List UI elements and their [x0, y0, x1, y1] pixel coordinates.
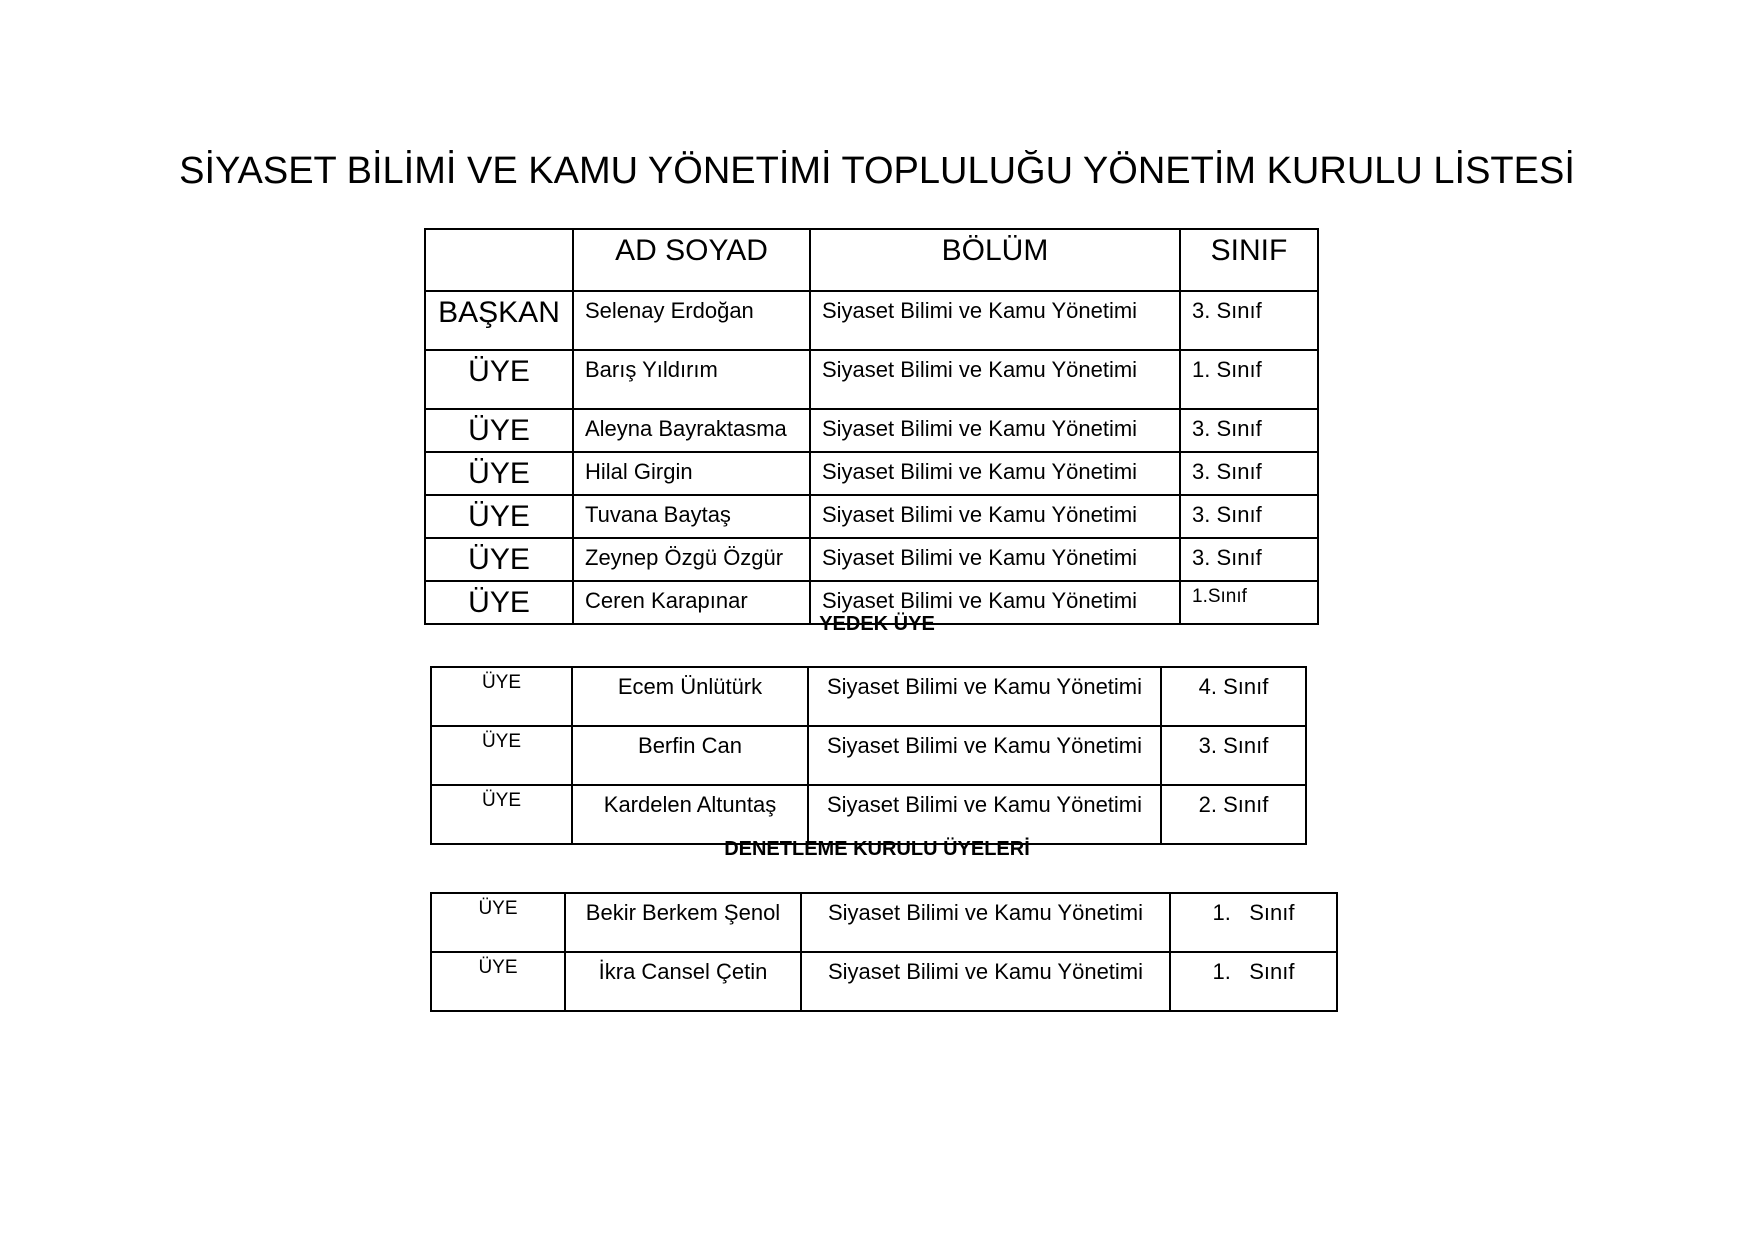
table-row	[425, 538, 1318, 581]
role-cell: ÜYE	[431, 893, 565, 952]
header-department: BÖLÜM	[810, 229, 1180, 291]
reserve-members-table	[430, 666, 1307, 845]
name-cell: Selenay Erdoğan	[573, 291, 810, 350]
class-cell: 3. Sınıf	[1180, 538, 1318, 581]
reserve-heading: YEDEK ÜYE	[819, 613, 935, 635]
name-cell: Ceren Karapınar	[573, 581, 810, 624]
department-cell: Siyaset Bilimi ve Kamu Yönetimi	[810, 538, 1180, 581]
table-row	[425, 409, 1318, 452]
header-name: AD SOYAD	[573, 229, 810, 291]
table-header-row	[425, 229, 1318, 291]
role-cell: ÜYE	[425, 452, 573, 495]
class-cell: 2. Sınıf	[1161, 785, 1306, 844]
department-cell: Siyaset Bilimi ve Kamu Yönetimi	[808, 726, 1161, 785]
class-cell: 1.Sınıf	[1180, 581, 1318, 624]
department-cell: Siyaset Bilimi ve Kamu Yönetimi	[801, 893, 1170, 952]
department-cell: Siyaset Bilimi ve Kamu Yönetimi	[810, 291, 1180, 350]
role-cell: ÜYE	[425, 581, 573, 624]
class-cell: 3. Sınıf	[1180, 452, 1318, 495]
name-cell: Hilal Girgin	[573, 452, 810, 495]
class-cell: 3. Sınıf	[1180, 495, 1318, 538]
table-row	[425, 495, 1318, 538]
department-cell: Siyaset Bilimi ve Kamu Yönetimi	[810, 495, 1180, 538]
audit-heading: DENETLEME KURULU ÜYELERİ	[724, 838, 1030, 860]
name-cell: Kardelen Altuntaş	[572, 785, 808, 844]
name-cell: Barış Yıldırım	[573, 350, 810, 409]
role-cell: ÜYE	[431, 952, 565, 1011]
department-cell: Siyaset Bilimi ve Kamu Yönetimi	[801, 952, 1170, 1011]
role-cell: ÜYE	[431, 785, 572, 844]
class-cell: 1. Sınıf	[1180, 350, 1318, 409]
header-role	[425, 229, 573, 291]
audit-members-table	[430, 892, 1338, 1012]
role-cell: ÜYE	[425, 495, 573, 538]
name-cell: Aleyna Bayraktasma	[573, 409, 810, 452]
name-cell: İkra Cansel Çetin	[565, 952, 801, 1011]
table-row	[431, 952, 1337, 1011]
department-cell: Siyaset Bilimi ve Kamu Yönetimi	[810, 581, 1180, 624]
table-row	[431, 667, 1306, 726]
table-row	[425, 452, 1318, 495]
department-cell: Siyaset Bilimi ve Kamu Yönetimi	[810, 350, 1180, 409]
department-cell: Siyaset Bilimi ve Kamu Yönetimi	[810, 409, 1180, 452]
table-row	[425, 291, 1318, 350]
role-cell: ÜYE	[425, 350, 573, 409]
name-cell: Tuvana Baytaş	[573, 495, 810, 538]
role-cell: ÜYE	[425, 409, 573, 452]
name-cell: Ecem Ünlütürk	[572, 667, 808, 726]
role-cell: BAŞKAN	[425, 291, 573, 350]
table-row	[425, 350, 1318, 409]
page-title: SİYASET BİLİMİ VE KAMU YÖNETİMİ TOPLULUĞU YÖNETİM KURULU LİSTESİ	[179, 150, 1575, 192]
name-cell: Zeynep Özgü Özgür	[573, 538, 810, 581]
name-cell: Berfin Can	[572, 726, 808, 785]
class-cell: 1. Sınıf	[1170, 893, 1337, 952]
department-cell: Siyaset Bilimi ve Kamu Yönetimi	[808, 667, 1161, 726]
board-members-table	[424, 228, 1319, 625]
class-cell: 3. Sınıf	[1161, 726, 1306, 785]
class-cell: 1. Sınıf	[1170, 952, 1337, 1011]
table-row	[431, 785, 1306, 844]
department-cell: Siyaset Bilimi ve Kamu Yönetimi	[810, 452, 1180, 495]
role-cell: ÜYE	[425, 538, 573, 581]
table-row	[431, 893, 1337, 952]
class-cell: 4. Sınıf	[1161, 667, 1306, 726]
class-cell: 3. Sınıf	[1180, 291, 1318, 350]
name-cell: Bekir Berkem Şenol	[565, 893, 801, 952]
department-cell: Siyaset Bilimi ve Kamu Yönetimi	[808, 785, 1161, 844]
role-cell: ÜYE	[431, 667, 572, 726]
role-cell: ÜYE	[431, 726, 572, 785]
table-row	[431, 726, 1306, 785]
class-cell: 3. Sınıf	[1180, 409, 1318, 452]
header-class: SINIF	[1180, 229, 1318, 291]
